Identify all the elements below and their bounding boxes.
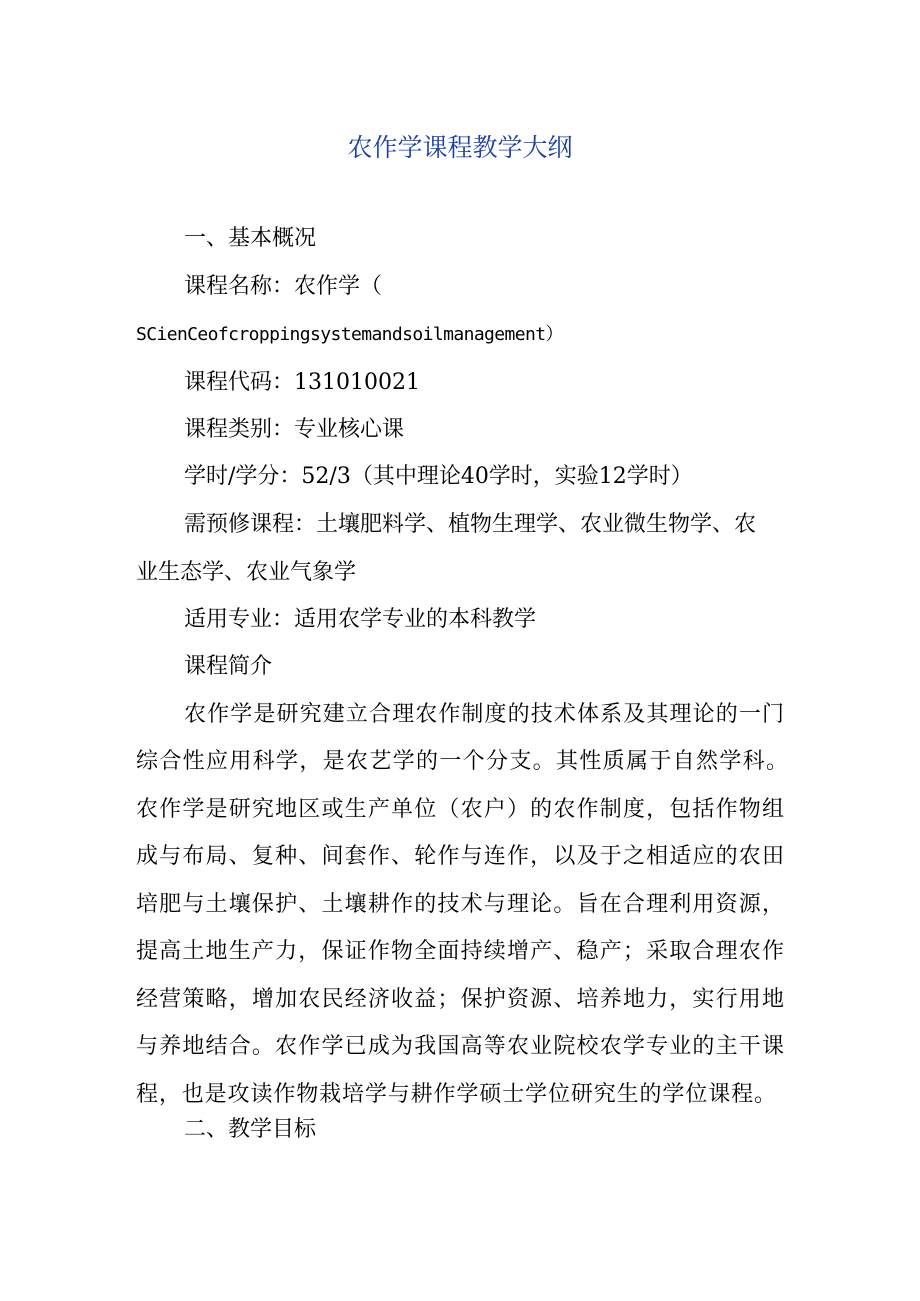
section-heading-teaching-goals: 二、教学目标: [184, 1117, 317, 1142]
intro-line-9: 程，也是攻读作物栽培学与耕作学硕士学位研究生的学位课程。: [136, 1082, 776, 1107]
course-name-line-1: 课程名称：农作学（: [184, 274, 383, 299]
course-name-line-2: SCienCeofcroppingsystemandsoilmanagement）: [136, 324, 563, 345]
intro-line-1: 农作学是研究建立合理农作制度的技术体系及其理论的一门: [184, 702, 784, 727]
intro-line-3: 农作学是研究地区或生产单位（农户）的农作制度，包括作物组: [136, 797, 784, 822]
intro-line-5: 培肥与土壤保护、土壤耕作的技术与理论。旨在合理利用资源，: [136, 892, 784, 917]
intro-line-2: 综合性应用科学，是农艺学的一个分支。其性质属于自然学科。: [136, 749, 788, 774]
course-category: 课程类别：专业核心课: [184, 417, 405, 442]
section-heading-basic-info: 一、基本概况: [184, 226, 317, 251]
intro-line-4: 成与布局、复种、间套作、轮作与连作，以及于之相适应的农田: [136, 844, 784, 869]
intro-line-8: 与养地结合。农作学已成为我国高等农业院校农学专业的主干课: [136, 1034, 784, 1059]
course-code: 课程代码：131010021: [184, 370, 420, 395]
prerequisites-line-1: 需预修课程：土壤肥料学、植物生理学、农业微生物学、农: [184, 512, 757, 537]
intro-line-7: 经营策略，增加农民经济收益；保护资源、培养地力，实行用地: [136, 987, 784, 1012]
course-intro-heading: 课程简介: [184, 654, 273, 679]
document-title: 农作学课程教学大纲: [347, 133, 573, 162]
applicable-major: 适用专业：适用农学专业的本科教学: [184, 607, 537, 632]
prerequisites-line-2: 业生态学、农业气象学: [136, 560, 357, 585]
intro-line-6: 提高土地生产力，保证作物全面持续增产、稳产；采取合理农作: [136, 939, 784, 964]
hours-credits: 学时/学分：52/3（其中理论40学时，实验12学时）: [184, 464, 693, 489]
